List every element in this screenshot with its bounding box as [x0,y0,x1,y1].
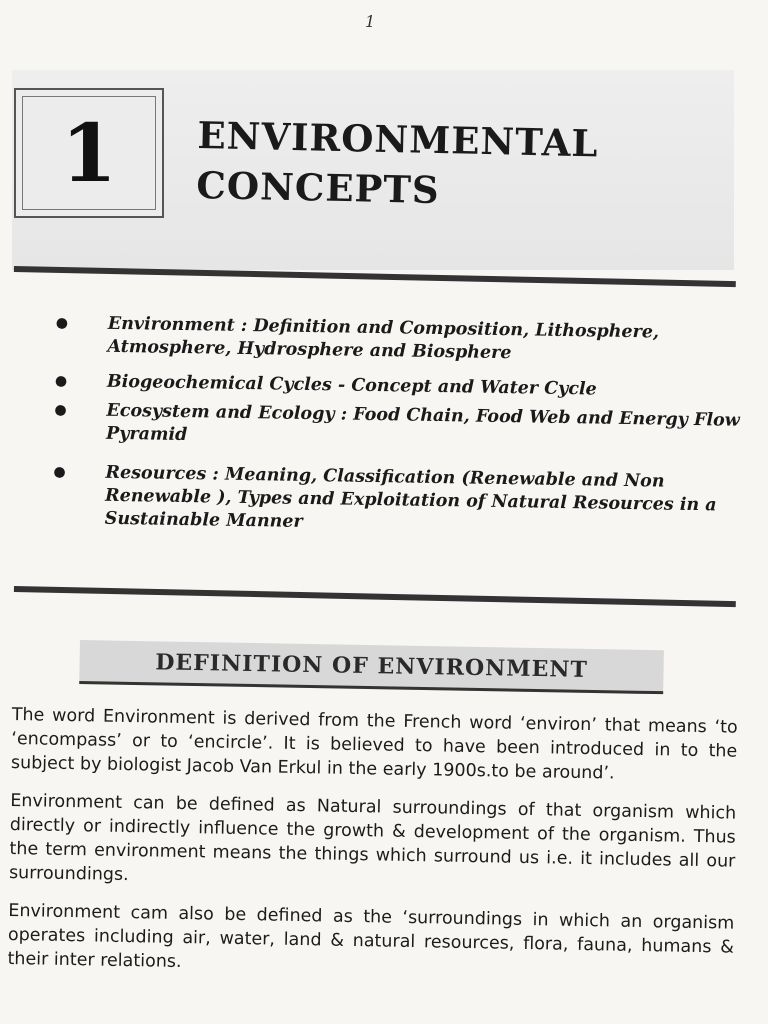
section-body [7,703,738,998]
topic-item: ● Biogeochemical Cycles - Concept and Water Cycle [55,370,745,404]
section-heading-text: DEFINITION OF ENVIRONMENT [155,648,589,683]
chapter-number-box [14,88,164,218]
chapter-title-line-1: ENVIRONMENTAL [197,112,599,166]
topic-item: ● Ecosystem and Ecology : Food Chain, Food Web and Energy Flow Pyramid [54,399,745,456]
paragraph: Environment cam also be defined as the ‘surroundings in which an organism operates including air, water, land & natural resources, flora, fauna, humans & their inter relations. [7,900,735,972]
paragraph: The word Environment is derived from the French word ‘environ’ that means ‘to ‘encompass’ or to ‘encircle’. It is believed to have been introduced in to the subject by biologist Jacob Van Erkul in the early 1900s.to be around’. [10,704,738,784]
chapter-number: 1 [61,106,117,200]
section-heading [79,640,664,694]
page-number: 1 [365,12,376,31]
chapter-title [196,110,718,221]
divider-middle [14,586,736,607]
topic-item: ● Environment : Definition and Composition, Lithosphere, Atmosphere, Hydrosphere and Biosphere [55,312,746,369]
paragraph: Environment can be defined as Natural surroundings of that organism which directly or indirectly influence the growth & development of the organism. Thus the term environment means the things which surround us i.e. it includes all our surroundings. [8,790,737,886]
chapter-title-line-2: CONCEPTS [195,162,441,213]
topics-list [52,312,746,553]
topic-item: ● Resources : Meaning, Classification (Renewable and Non Renewable ), Types and Exploitation of Natural Resources in a Sustainable Manner [53,461,744,541]
